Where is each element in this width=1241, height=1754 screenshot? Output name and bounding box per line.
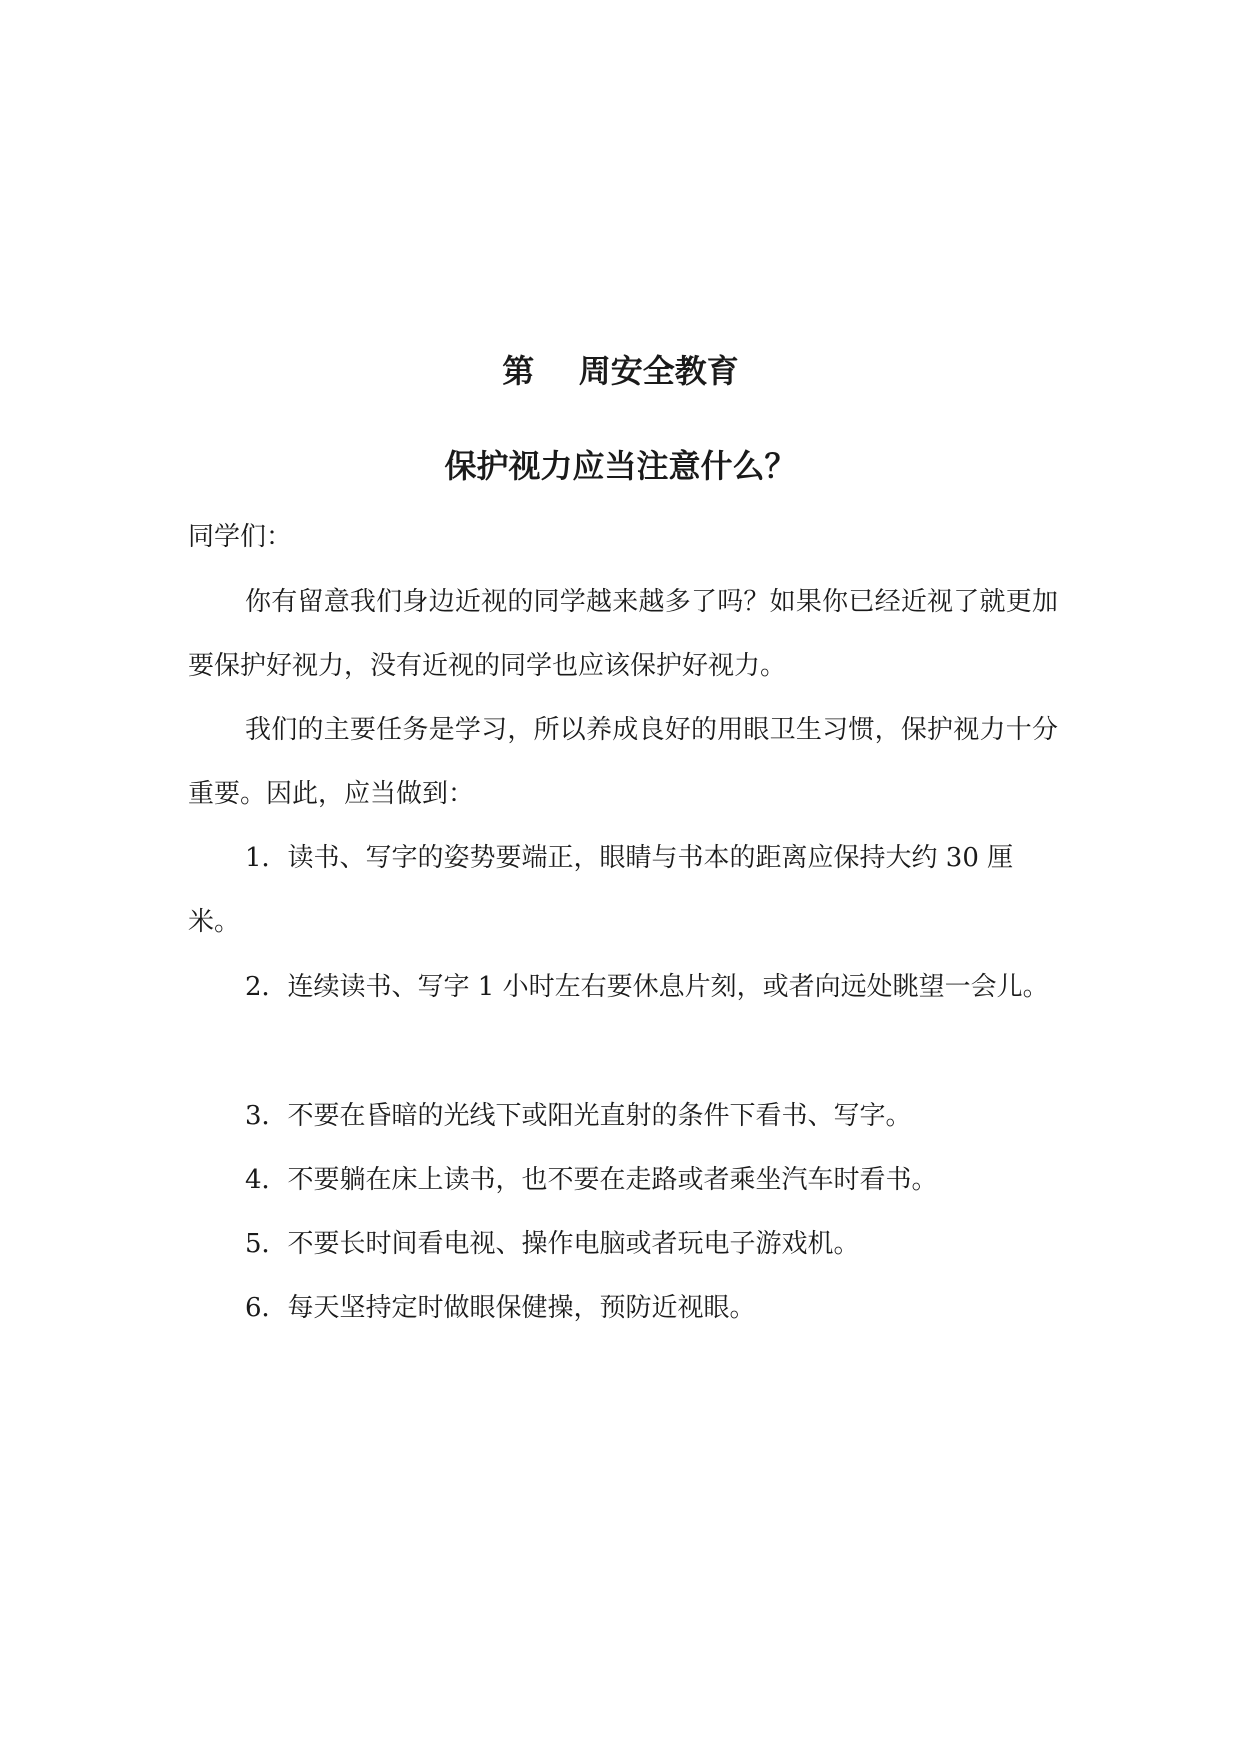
list-item: 6．每天坚持定时做眼保健操，预防近视眼。	[245, 1293, 756, 1323]
list-item: 3．不要在昏暗的光线下或阳光直射的条件下看书、写字。	[245, 1101, 912, 1131]
list-item: 1．读书、写字的姿势要端正，眼睛与书本的距离应保持大约 30 厘米。	[188, 843, 1014, 937]
paragraph-task: 我们的主要任务是学习，所以养成良好的用眼卫生习惯，保护视力十分重要。因此，应当做到：	[188, 715, 1058, 809]
list-item: 2．连续读书、写字 1 小时左右要休息片刻，或者向远处眺望一会儿。	[245, 972, 1049, 1002]
list-item: 5．不要长时间看电视、操作电脑或者玩电子游戏机。	[245, 1229, 860, 1259]
list-item: 4．不要躺在床上读书，也不要在走路或者乘坐汽车时看书。	[245, 1165, 938, 1195]
paragraph-intro: 你有留意我们身边近视的同学越来越多了吗？如果你已经近视了就更加要保护好视力，没有近视的同学也应该保护好视力。	[188, 587, 1058, 681]
greeting: 同学们：	[188, 522, 293, 552]
page-title: 第 周安全教育	[502, 352, 739, 390]
page-subtitle: 保护视力应当注意什么？	[444, 447, 797, 485]
